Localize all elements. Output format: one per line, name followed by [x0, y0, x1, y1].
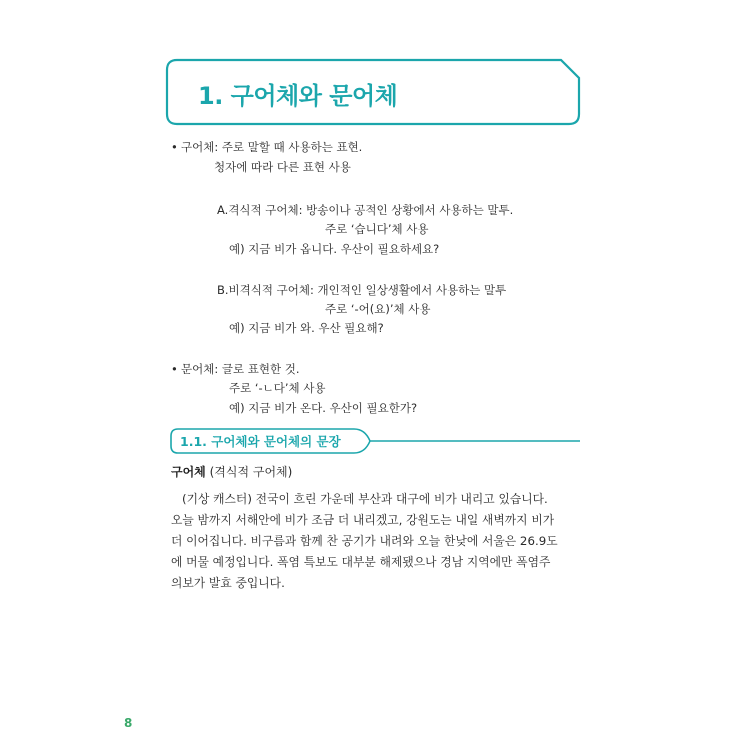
- example-line-2: 오늘 밤까지 서해안에 비가 조금 더 내리겠고, 강원도는 내일 새벽까지 비가: [171, 513, 555, 527]
- example-line-5: 의보가 발효 중입니다.: [171, 576, 285, 590]
- informal-colloquial-style: 주로 ‘-어(요)’체 사용: [325, 302, 431, 316]
- colloquial-note: 청자에 따라 다른 표현 사용: [214, 160, 351, 174]
- example-line-1: (기상 캐스터) 전국이 흐린 가운데 부산과 대구에 비가 내리고 있습니다.: [182, 492, 548, 506]
- bullet-colloquial: •: [171, 140, 178, 154]
- example-label-rest: (격식적 구어체): [205, 465, 293, 479]
- written-style: 주로 ‘-ㄴ다’체 사용: [229, 381, 326, 395]
- page-title: 1. 구어체와 문어체: [198, 82, 398, 110]
- written-example: 예) 지금 비가 온다. 우산이 필요한가?: [229, 401, 418, 415]
- bullet-written: •: [171, 362, 178, 376]
- subsection-title: 1.1. 구어체와 문어체의 문장: [180, 434, 341, 449]
- example-label-bold: 구어체: [171, 465, 206, 479]
- colloquial-definition: 구어체: 주로 말할 때 사용하는 표현.: [181, 140, 363, 154]
- informal-colloquial-definition: B.비격식적 구어체: 개인적인 일상생활에서 사용하는 말투: [217, 283, 507, 297]
- page-number: 8: [124, 716, 133, 730]
- example-label: [171, 465, 292, 480]
- formal-colloquial-example: 예) 지금 비가 옵니다. 우산이 필요하세요?: [229, 242, 440, 256]
- informal-colloquial-example: 예) 지금 비가 와. 우산 필요해?: [229, 321, 384, 335]
- formal-colloquial-definition: A.격식적 구어체: 방송이나 공적인 상황에서 사용하는 말투.: [217, 203, 514, 217]
- example-line-4: 에 머물 예정입니다. 폭염 특보도 대부분 해제됐으나 경남 지역에만 폭염주: [171, 555, 551, 569]
- example-line-3: 더 이어집니다. 비구름과 함께 찬 공기가 내려와 오늘 한낮에 서울은 26.9도: [171, 534, 558, 548]
- written-definition: 문어체: 글로 표현한 것.: [181, 362, 300, 376]
- formal-colloquial-style: 주로 ‘습니다’체 사용: [325, 222, 429, 236]
